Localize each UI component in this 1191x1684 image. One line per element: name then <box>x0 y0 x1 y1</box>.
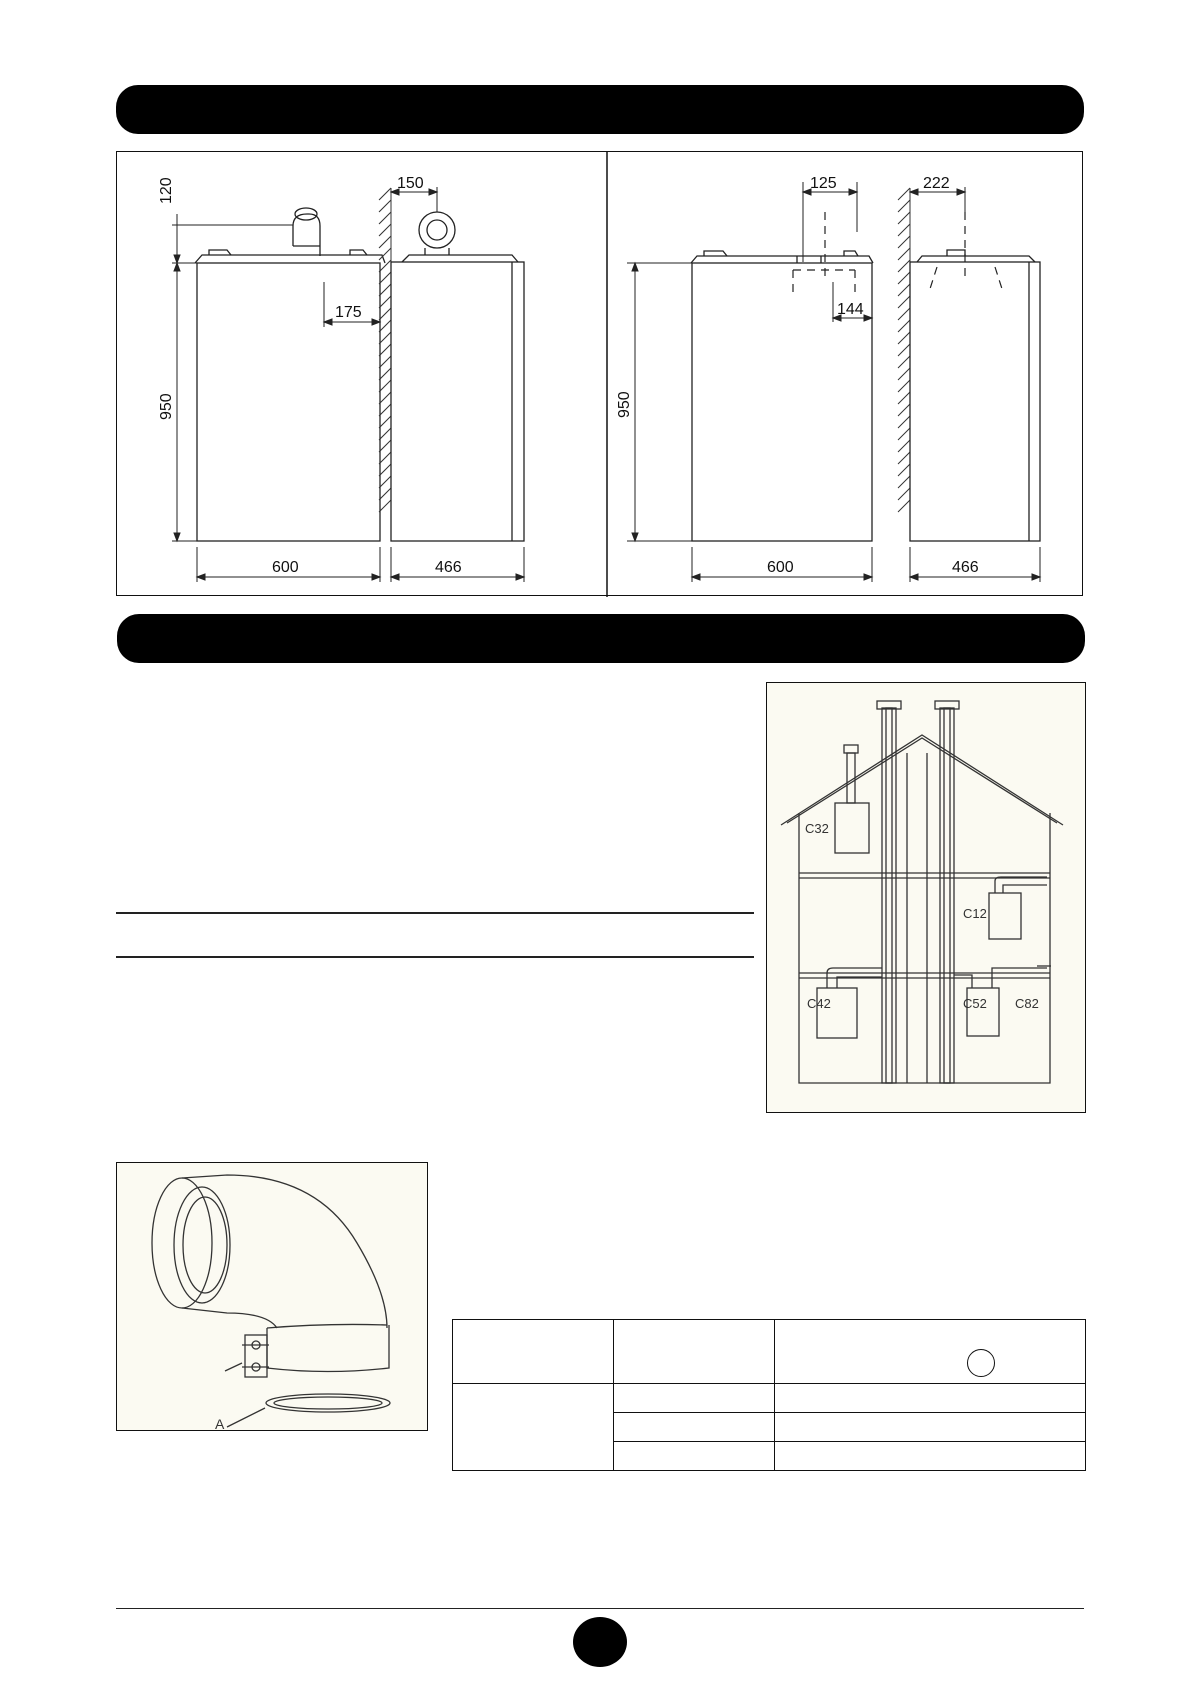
dim-left-height-top: 120 <box>158 177 175 204</box>
page-number-badge <box>573 1617 627 1667</box>
label-c82: C82 <box>1015 996 1039 1011</box>
footer-line <box>116 1608 1084 1609</box>
table-cell <box>775 1413 1086 1442</box>
dim-right-pipe-offset-2: 144 <box>837 301 864 318</box>
divider-line-1 <box>116 912 754 914</box>
dim-right-pipe-offset: 125 <box>810 175 837 192</box>
table-cell <box>614 1413 775 1442</box>
table-header-cell-1 <box>453 1320 614 1384</box>
dim-right-width-front: 600 <box>767 559 794 576</box>
dimension-drawings <box>117 152 1084 597</box>
dim-right-depth-side: 466 <box>952 559 979 576</box>
left-side-view <box>391 212 524 541</box>
table-cell <box>775 1442 1086 1471</box>
dim-left-height-body: 950 <box>158 393 175 420</box>
label-c32: C32 <box>805 821 829 836</box>
table-header-row <box>453 1320 1086 1384</box>
label-c52: C52 <box>963 996 987 1011</box>
table-header-cell-2 <box>614 1320 775 1384</box>
house-diagram <box>767 683 1087 1114</box>
label-c12: C12 <box>963 906 987 921</box>
dim-left-width-front: 600 <box>272 559 299 576</box>
flue-elbow-illustration <box>116 1162 428 1431</box>
dim-right-pipe-depth: 222 <box>923 175 950 192</box>
right-front-view <box>691 251 873 541</box>
table-cell <box>614 1442 775 1471</box>
dim-left-depth-side: 466 <box>435 559 462 576</box>
flue-length-table <box>452 1319 1086 1471</box>
left-front-view <box>195 208 385 541</box>
label-c42: C42 <box>807 996 831 1011</box>
table-header-cell-3 <box>775 1320 1086 1384</box>
table-cell <box>775 1384 1086 1413</box>
dim-right-height-body: 950 <box>616 391 633 418</box>
dim-left-pipe-depth: 150 <box>397 175 424 192</box>
circle-symbol <box>967 1349 995 1377</box>
divider-line-2 <box>116 956 754 958</box>
flue-configurations-diagram <box>766 682 1086 1113</box>
section-banner-2 <box>117 614 1085 663</box>
right-side-view <box>910 250 1040 541</box>
dim-left-pipe-offset: 175 <box>335 304 362 321</box>
dimension-drawing-panel <box>116 151 1083 596</box>
elbow-drawing <box>117 1163 429 1432</box>
section-banner-1 <box>116 85 1084 134</box>
table-cell <box>614 1384 775 1413</box>
table-row <box>453 1384 1086 1413</box>
table-row-group-cell <box>453 1384 614 1471</box>
left-wall-hatch <box>379 188 391 514</box>
right-wall-hatch <box>898 188 910 514</box>
label-a: A <box>215 1416 225 1432</box>
